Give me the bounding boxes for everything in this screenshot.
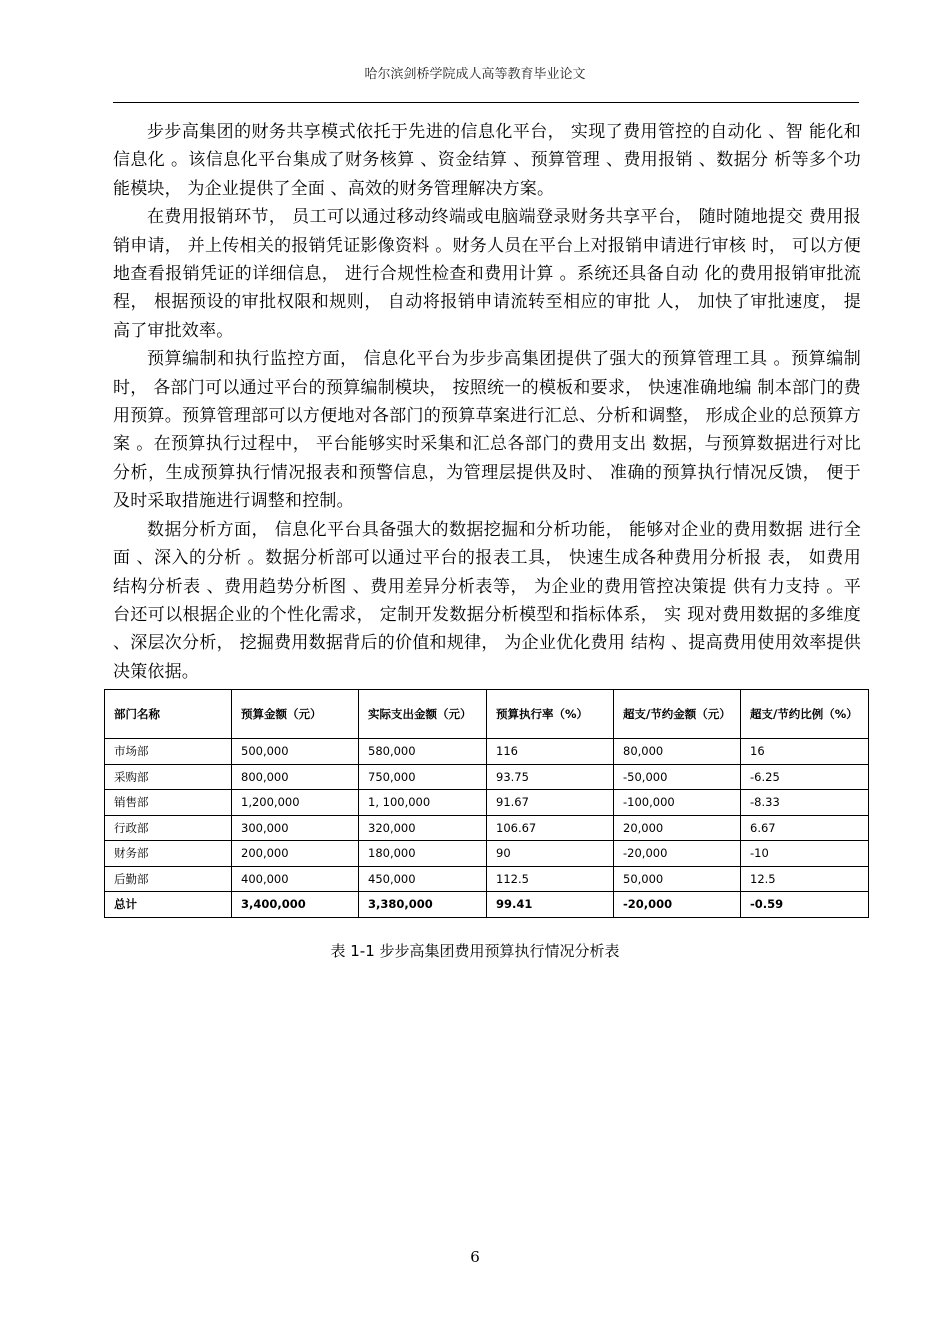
table-cell: 采购部	[105, 764, 232, 790]
table-cell: 500,000	[232, 739, 359, 765]
table-cell: 行政部	[105, 815, 232, 841]
table-cell: -0.59	[741, 892, 869, 918]
table-cell: 106.67	[487, 815, 614, 841]
table-cell: 93.75	[487, 764, 614, 790]
table-cell: 116	[487, 739, 614, 765]
table-cell: -100,000	[614, 790, 741, 816]
table-cell: 450,000	[359, 866, 487, 892]
table-cell: 16	[741, 739, 869, 765]
table-row	[105, 790, 869, 816]
header-rule	[113, 102, 859, 103]
header-cell: 超支/节约比例（%）	[741, 690, 869, 739]
paragraph: 预算编制和执行监控方面， 信息化平台为步步高集团提供了强大的预算管理工具 。预算编制时， 各部门可以通过平台的预算编制模块， 按照统一的模板和要求， 快速准确地编 制本部门的费用预算。预算管理部可以方便地对各部门的预算草案进行汇总、分析和调整， 形成企业的总预算方案 。在预算执行过程中， 平台能够实时采集和汇总各部门的费用支出 数据，与预算数据进行对比分析，生成预算执行情况报表和预警信息，为管理层提供及时、 准确的预算执行情况反馈， 便于及时采取措施进行调整和控制。	[113, 349, 861, 512]
table-cell: 后勤部	[105, 866, 232, 892]
paragraph: 步步高集团的财务共享模式依托于先进的信息化平台， 实现了费用管控的自动化 、智 能化和信息化 。该信息化平台集成了财务核算 、资金结算 、预算管理 、费用报销 、数据分 析等多个功能模块， 为企业提供了全面 、高效的财务管理解决方案。	[113, 122, 861, 199]
table-cell: 99.41	[487, 892, 614, 918]
table-cell: 91.67	[487, 790, 614, 816]
table-row	[105, 764, 869, 790]
table-row	[105, 739, 869, 765]
table-cell: -50,000	[614, 764, 741, 790]
table-cell: 320,000	[359, 815, 487, 841]
page-header: 哈尔滨剑桥学院成人高等教育毕业论文	[364, 67, 586, 82]
table-cell: 200,000	[232, 841, 359, 867]
header-cell: 部门名称	[105, 690, 232, 739]
table-row	[105, 866, 869, 892]
table-cell: 财务部	[105, 841, 232, 867]
body-text	[113, 118, 861, 686]
table-cell: 3,400,000	[232, 892, 359, 918]
table-cell: -20,000	[614, 892, 741, 918]
table-cell: -10	[741, 841, 869, 867]
table-cell: 销售部	[105, 790, 232, 816]
table-cell: 市场部	[105, 739, 232, 765]
table-cell: 20,000	[614, 815, 741, 841]
table-total-row	[105, 892, 869, 918]
table-cell: 1, 100,000	[359, 790, 487, 816]
table-cell: 50,000	[614, 866, 741, 892]
table-cell: 580,000	[359, 739, 487, 765]
table-cell: 6.67	[741, 815, 869, 841]
budget-table	[104, 689, 869, 918]
paragraph: 数据分析方面， 信息化平台具备强大的数据挖掘和分析功能， 能够对企业的费用数据 进行全面 、深入的分析 。数据分析部可以通过平台的报表工具， 快速生成各种费用分析报 表， 如费用结构分析表 、费用趋势分析图 、费用差异分析表等， 为企业的费用管控决策提 供有力支持 。平台还可以根据企业的个性化需求， 定制开发数据分析模型和指标体系， 实 现对费用数据的多维度 、深层次分析， 挖掘费用数据背后的价值和规律， 为企业优化费用 结构 、提高费用使用效率提供决策依据。	[113, 519, 861, 682]
header-cell: 预算金额（元）	[232, 690, 359, 739]
table-cell: 80,000	[614, 739, 741, 765]
table-cell: 400,000	[232, 866, 359, 892]
table-caption: 表 1-1 步步高集团费用预算执行情况分析表	[330, 942, 620, 960]
paragraph: 在费用报销环节， 员工可以通过移动终端或电脑端登录财务共享平台， 随时随地提交 费用报销申请， 并上传相关的报销凭证影像资料 。财务人员在平台上对报销申请进行审核 时， 可以方便地查看报销凭证的详细信息， 进行合规性检查和费用计算 。系统还具备自动 化的费用报销审批流程， 根据预设的审批权限和规则， 自动将报销申请流转至相应的审批 人， 加快了审批速度， 提高了审批效率。	[113, 207, 861, 341]
page-number: 6	[470, 1248, 480, 1266]
table-cell: 112.5	[487, 866, 614, 892]
table-row	[105, 815, 869, 841]
table-cell: 300,000	[232, 815, 359, 841]
header-cell: 预算执行率（%）	[487, 690, 614, 739]
table-cell: 总计	[105, 892, 232, 918]
table-cell: 180,000	[359, 841, 487, 867]
table-header-row	[105, 690, 869, 739]
header-cell: 超支/节约金额（元）	[614, 690, 741, 739]
table-cell: 3,380,000	[359, 892, 487, 918]
table-cell: 12.5	[741, 866, 869, 892]
table-cell: 750,000	[359, 764, 487, 790]
header-cell: 实际支出金额（元）	[359, 690, 487, 739]
table-cell: 90	[487, 841, 614, 867]
table-cell: 800,000	[232, 764, 359, 790]
table-cell: -8.33	[741, 790, 869, 816]
table-cell: 1,200,000	[232, 790, 359, 816]
table-row	[105, 841, 869, 867]
table-cell: -20,000	[614, 841, 741, 867]
table-cell: -6.25	[741, 764, 869, 790]
